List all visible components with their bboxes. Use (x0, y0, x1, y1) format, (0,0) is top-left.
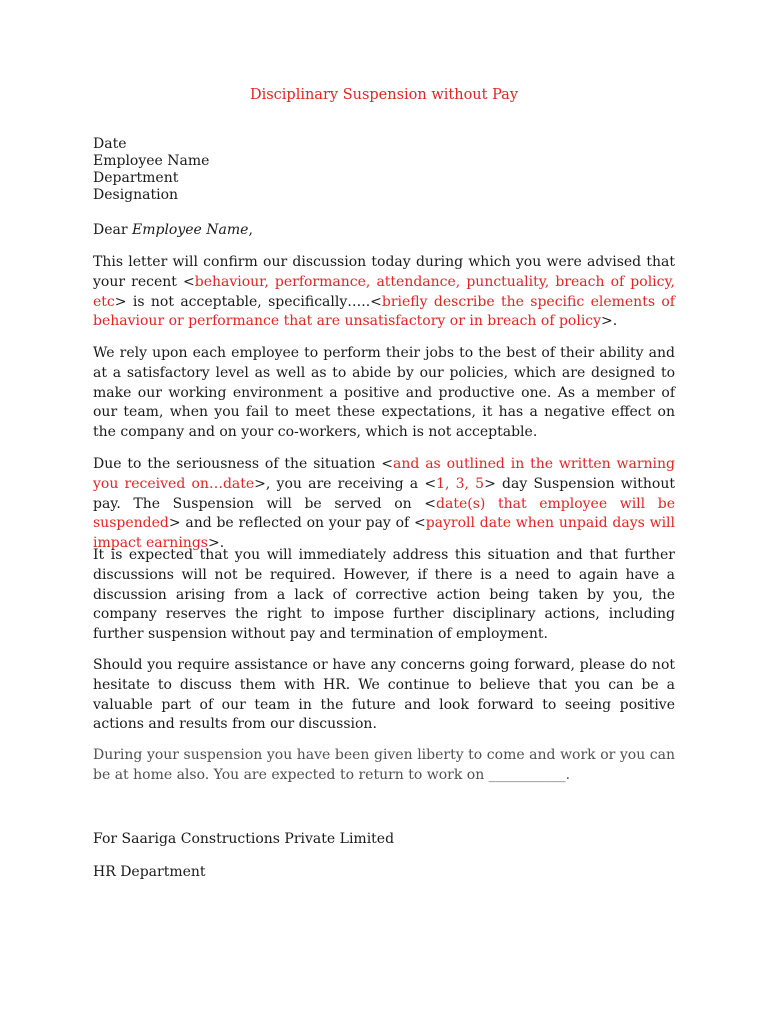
header-employee-name: Employee Name (93, 153, 210, 169)
recipient-header (93, 136, 675, 204)
salutation-prefix: Dear (93, 222, 132, 238)
text-run: > is not acceptable, specifically…..< (114, 293, 382, 310)
paragraph-suspension-details (93, 455, 675, 554)
paragraph-confirmation (93, 253, 675, 332)
placeholder-text: and as outlined in the written warning you received on…date (93, 456, 675, 492)
placeholder-text: behaviour, performance, attendance, punctuality, breach of policy, etc (93, 273, 675, 310)
salutation-name: Employee Name (132, 222, 249, 238)
header-department: Department (93, 170, 179, 186)
text-run: Should you require assistance or have any concerns going forward, please do not hesitate to discuss them with HR. We continue to believe that you can be a valuable part of our team in the future and look forward to seeing positive actions and results from our discussion. (93, 657, 675, 733)
paragraph-assistance (93, 656, 675, 735)
paragraph-expectations (93, 344, 675, 443)
salutation-suffix: , (248, 222, 253, 238)
text-run: > day Suspension without pay. The Suspension will be served on < (93, 475, 675, 512)
placeholder-text: 1, 3, 5 (436, 475, 485, 492)
text-run: >, you are receiving a < (254, 475, 437, 492)
closing-note: During your suspension you have been given liberty to come and work or you can be at home also. You are expected to return to work on ___________. (93, 747, 675, 783)
placeholder-text: date(s) that employee will be suspended (93, 495, 675, 532)
text-run: Due to the seriousness of the situation < (93, 456, 393, 472)
text-run: >. (601, 313, 618, 330)
header-date: Date (93, 136, 127, 152)
text-run: We rely upon each employee to perform their jobs to the best of their ability and at a satisfactory level as well as to abide by our policies, which are designed to make our working environment a positive and productive one. As a member of our team, when you fail to meet these expectations, it has a negative effect on the company and on your co-workers, which is not acceptable. (93, 345, 675, 441)
text-run: > and be reflected on your pay of < (168, 515, 426, 532)
paragraph-further-action (93, 546, 675, 645)
signoff-department: HR Department (93, 864, 206, 880)
document-title: Disciplinary Suspension without Pay (249, 87, 519, 103)
placeholder-text: payroll date when unpaid days will impact earnings (93, 515, 675, 552)
text-run: It is expected that you will immediately address this situation and that further discussions will not be required. However, if there is a need to again have a discussion arising from a lack of corrective action being taken by you, the company reserves the right to impose further disciplinary actions, including further suspension without pay and termination of employment. (93, 547, 675, 643)
signoff-company: For Saariga Constructions Private Limited (93, 831, 395, 847)
text-run: This letter will confirm our discussion today during which you were advised that your recent < (93, 254, 675, 290)
header-designation: Designation (93, 187, 179, 203)
text-run: >. (207, 535, 225, 552)
placeholder-text: briefly describe the specific elements of behaviour or performance that are unsatisfactory or in breach of policy (93, 293, 675, 330)
salutation (93, 221, 675, 240)
